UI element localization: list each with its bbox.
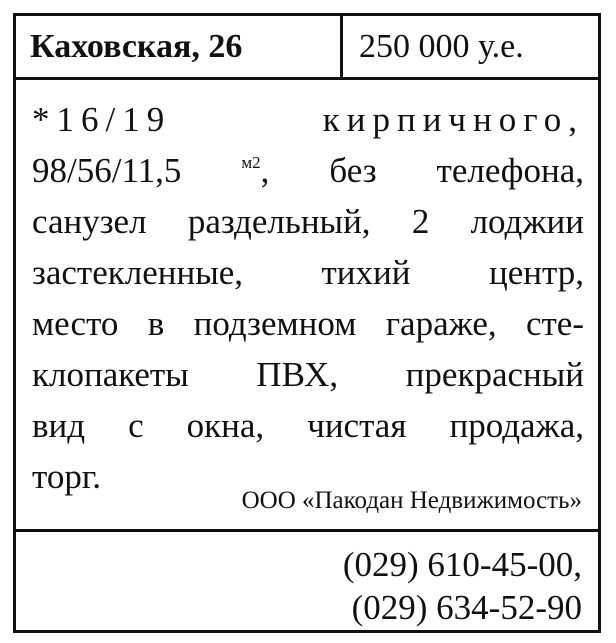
description-line: вид с окна, чистая продажа, xyxy=(32,406,584,445)
description-line: *16/19 кирпичного, xyxy=(32,100,584,139)
area-value: 98/56/11,5 xyxy=(32,151,182,190)
agency-name: ООО «Пакодан Недвижимость» xyxy=(241,487,582,514)
listing-header xyxy=(16,16,598,80)
phone-number: (029) 610-45-00, xyxy=(342,545,582,584)
description-line: торг. xyxy=(32,457,101,496)
listing-address: Каховская, 26 xyxy=(16,16,343,77)
section-divider xyxy=(16,529,598,532)
phone-number: (029) 634-52-90 xyxy=(351,588,582,627)
listing-card xyxy=(13,13,601,633)
listing-description xyxy=(32,94,584,502)
description-line: застекленные, тихий центр, xyxy=(32,253,584,292)
area-tail: , без телефона, xyxy=(260,151,584,190)
description-line-area xyxy=(32,145,584,196)
contact-phones xyxy=(343,543,582,629)
listing-price: 250 000 у.е. xyxy=(359,28,524,65)
description-line: клопакеты ПВХ, прекрасный xyxy=(32,355,584,394)
description-line: место в подземном гараже, сте- xyxy=(32,304,584,343)
description-line: санузел раздельный, 2 лоджии xyxy=(32,202,584,241)
area-unit: м2 xyxy=(241,153,261,172)
